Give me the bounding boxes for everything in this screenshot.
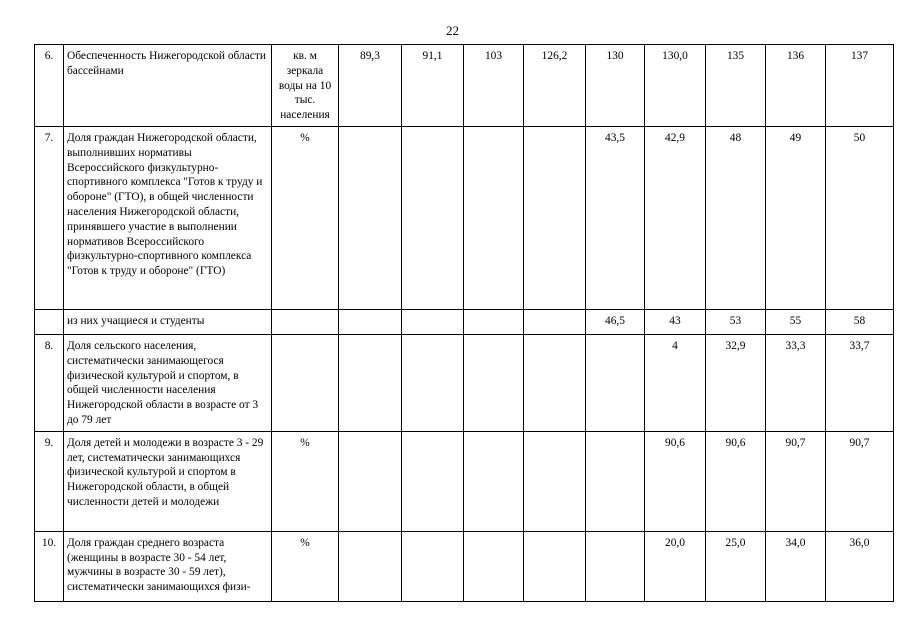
value-cell: 90,7 [766,431,826,531]
table-row [35,45,894,127]
value-cell: 34,0 [766,531,826,601]
value-cell: 91,1 [402,45,464,127]
value-cell: 33,3 [766,334,826,431]
unit-cell [272,309,339,334]
value-cell [339,126,402,309]
indicator-name: Доля граждан среднего возраста (женщины в возрасте 30 - 54 лет, мужчины в возрасте 30 - 59 лет), систематически занимающихся физи- [64,531,272,601]
value-cell [402,334,464,431]
unit-cell [272,334,339,431]
value-cell: 33,7 [826,334,894,431]
row-number: 7. [35,126,64,309]
value-cell: 43,5 [586,126,645,309]
value-cell [524,334,586,431]
table-row [35,531,894,601]
value-cell: 46,5 [586,309,645,334]
value-cell: 20,0 [645,531,706,601]
value-cell [339,334,402,431]
value-cell: 25,0 [706,531,766,601]
value-cell: 32,9 [706,334,766,431]
unit-cell: % [272,531,339,601]
value-cell: 36,0 [826,531,894,601]
value-cell: 55 [766,309,826,334]
value-cell [464,126,524,309]
row-number [35,309,64,334]
value-cell [402,531,464,601]
value-cell [402,431,464,531]
value-cell [524,531,586,601]
value-cell [339,309,402,334]
value-cell [586,431,645,531]
table-row [35,309,894,334]
table-row [35,431,894,531]
value-cell [464,309,524,334]
row-number: 9. [35,431,64,531]
value-cell [524,126,586,309]
value-cell [464,531,524,601]
value-cell: 50 [826,126,894,309]
value-cell [524,309,586,334]
indicator-name: Доля граждан Нижегородской области, выполнивших нормативы Всероссийского физкультурно-спортивного комплекса "Готов к труду и обороне" (ГТО), в общей численности населения Нижегородской области, принявшего участие в выполнении нормативов Всероссийского физкультурно-спортивного комплекса "Готов к труду и обороне" (ГТО) [64,126,272,309]
unit-cell: % [272,431,339,531]
row-number: 6. [35,45,64,127]
indicator-name: Доля детей и молодежи в возрасте 3 - 29 лет, систематически занимающихся физической культурой и спортом в Нижегородской области, в общей численности детей и молодежи [64,431,272,531]
value-cell: 89,3 [339,45,402,127]
value-cell: 135 [706,45,766,127]
table-row [35,126,894,309]
value-cell: 90,7 [826,431,894,531]
value-cell: 137 [826,45,894,127]
value-cell [586,334,645,431]
indicators-table [34,44,894,602]
value-cell [339,531,402,601]
value-cell: 4 [645,334,706,431]
unit-cell: % [272,126,339,309]
value-cell: 130,0 [645,45,706,127]
value-cell: 130 [586,45,645,127]
value-cell: 49 [766,126,826,309]
value-cell [402,126,464,309]
value-cell: 103 [464,45,524,127]
indicator-name: Обеспеченность Нижегородской области бассейнами [64,45,272,127]
table-row [35,334,894,431]
value-cell: 53 [706,309,766,334]
page-number: 22 [446,23,459,38]
row-number: 8. [35,334,64,431]
value-cell [524,431,586,531]
value-cell: 48 [706,126,766,309]
indicator-name: из них учащиеся и студенты [64,309,272,334]
value-cell [586,531,645,601]
value-cell [402,309,464,334]
value-cell: 90,6 [645,431,706,531]
value-cell: 90,6 [706,431,766,531]
value-cell [464,431,524,531]
unit-cell: кв. м зеркала воды на 10 тыс. населения [272,45,339,127]
value-cell [464,334,524,431]
value-cell: 42,9 [645,126,706,309]
value-cell: 58 [826,309,894,334]
indicator-name: Доля сельского населения, систематически занимающегося физической культурой и спортом, в общей численности населения Нижегородской области в возрасте от 3 до 79 лет [64,334,272,431]
value-cell [339,431,402,531]
value-cell: 136 [766,45,826,127]
row-number: 10. [35,531,64,601]
value-cell: 126,2 [524,45,586,127]
value-cell: 43 [645,309,706,334]
